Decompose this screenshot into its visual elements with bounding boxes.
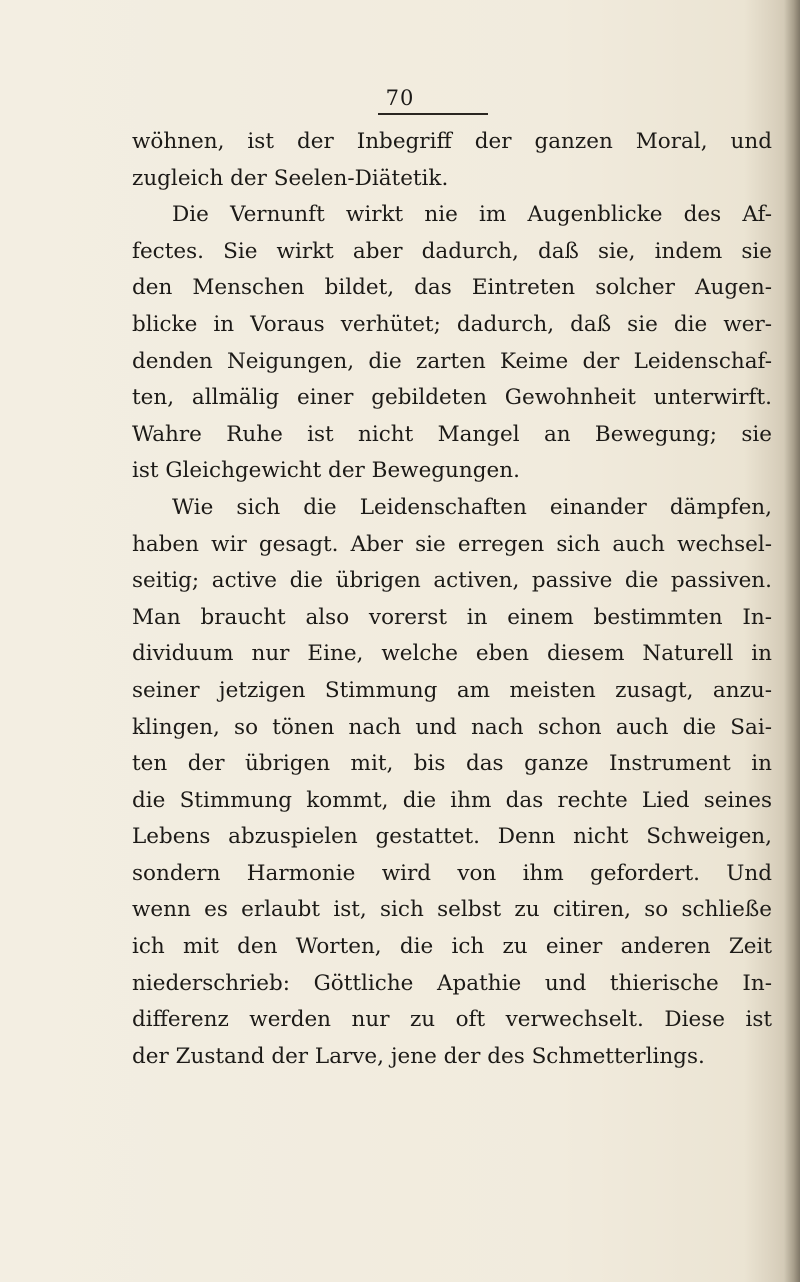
text-line: differenz werden nur zu oft verwechselt. Diese ist (132, 1007, 772, 1033)
text-line: den Menschen bildet, das Eintreten solcher Augen- (132, 275, 772, 301)
text-line: ten der übrigen mit, bis das ganze Instrument in (132, 751, 772, 777)
text-line: haben wir gesagt. Aber sie erregen sich auch wechsel- (132, 531, 772, 557)
text-line: ten, allmälig einer gebildeten Gewohnheit unterwirft. (132, 385, 772, 411)
body-text (132, 124, 772, 1075)
page-edge-shadow (784, 0, 800, 1282)
page-number: 70 (385, 86, 415, 110)
text-line: ich mit den Worten, die ich zu einer anderen Zeit (132, 934, 772, 960)
text-line: blicke in Voraus verhütet; dadurch, daß sie die wer- (132, 311, 772, 337)
text-line: Man braucht also vorerst in einem bestimmten In- (132, 604, 772, 630)
text-line: sondern Harmonie wird von ihm gefordert. Und (132, 860, 772, 886)
text-line: Wie sich die Leidenschaften einander dämpfen, (172, 494, 772, 520)
text-line: klingen, so tönen nach und nach schon auch die Sai- (132, 714, 772, 740)
text-line: wöhnen, ist der Inbegriff der ganzen Moral, und (132, 129, 772, 154)
text-line: Lebens abzuspielen gestattet. Denn nicht Schweigen, (132, 824, 772, 850)
text-line: denden Neigungen, die zarten Keime der Leidenschaf- (132, 348, 772, 374)
text-line: Die Vernunft wirkt nie im Augenblicke des Af- (172, 202, 772, 228)
text-line: fectes. Sie wirkt aber dadurch, daß sie, indem sie (132, 238, 772, 264)
text-line: seitig; active die übrigen activen, passive die passiven. (132, 568, 772, 594)
page-number-rule (378, 113, 488, 115)
text-line: ist Gleichgewicht der Bewegungen. (132, 458, 520, 484)
text-line: Wahre Ruhe ist nicht Mangel an Bewegung; sie (132, 421, 772, 447)
text-line: dividuum nur Eine, welche eben diesem Naturell in (132, 641, 772, 667)
text-line: seiner jetzigen Stimmung am meisten zusagt, anzu- (132, 677, 772, 703)
text-line: die Stimmung kommt, die ihm das rechte Lied seines (132, 787, 772, 813)
text-line: der Zustand der Larve, jene der des Schmetterlings. (132, 1043, 705, 1069)
text-line: niederschrieb: Göttliche Apathie und thierische In- (132, 970, 772, 996)
text-line: zugleich der Seelen-Diätetik. (132, 165, 449, 191)
text-line: wenn es erlaubt ist, sich selbst zu citiren, so schließe (132, 897, 772, 923)
